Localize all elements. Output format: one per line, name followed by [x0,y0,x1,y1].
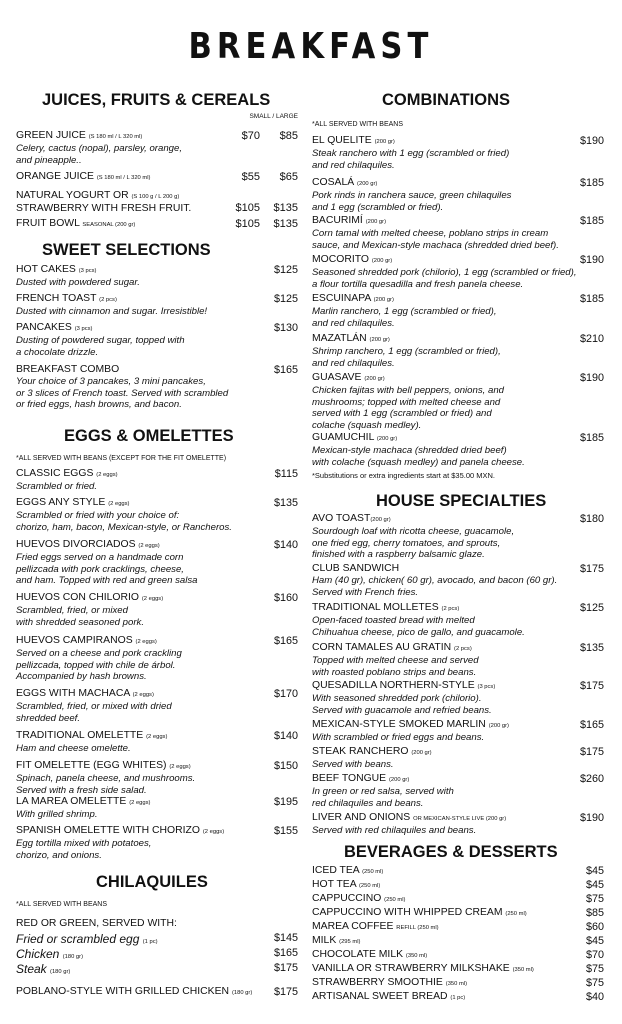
beverage-item: ICED TEA (250 ml) $45 [312,865,604,877]
price: $85 [585,907,604,919]
price: $175 [273,986,298,998]
price: $170 [273,688,298,700]
price: $40 [585,991,604,1003]
price: $125 [273,264,298,276]
item-desc: Celery, cactus (nopal), parsley, orange, and pineapple.. [16,143,183,166]
substitutions-note: *Substitutions or extra ingredients start at $35.00 MXN. [312,471,496,480]
juices-heading: JUICES, FRUITS & CEREALS [42,91,271,109]
menu-item-beef-tongue: BEEF TONGUE (200 gr) In green or red salsa, served with red chilaquiles and beans. $260 [312,773,604,809]
menu-item-smoked-marlin: MEXICAN-STYLE SMOKED MARLIN (200 gr) With scrambled or fried eggs and beans. $165 [312,719,604,743]
combinations-heading: COMBINATIONS [382,91,511,109]
beverage-item: CHOCOLATE MILK (350 ml) $70 [312,949,604,961]
menu-item-huevos-campiranos: HUEVOS CAMPIRANOS (2 eggs) Served on a cheese and pork crackling pellizcada, topped with chile de árbol. Accompanied by hash browns. $165 [16,635,298,682]
menu-item-guamuchil: GUAMUCHIL (200 gr) Mexican-style machaca (shredded dried beef) with colache (squash medley) and panela cheese. $185 [312,432,604,468]
menu-item-escuinapa: ESCUINAPA (200 gr) Marlin ranchero, 1 egg (scrambled or fried), and red chilaquiles. $185 [312,293,604,329]
beverage-item: MILK (295 ml) $45 [312,935,604,947]
price-large: $65 [279,171,298,183]
price: $75 [585,963,604,975]
menu-item-molletes: TRADITIONAL MOLLETES (2 pcs) Open-faced toasted bread with melted Chihuahua cheese, pico de gallo, and guacamole. $125 [312,602,604,638]
price-small: $105 [235,218,260,230]
menu-item-guasave: GUASAVE (200 gr) Chicken fajitas with bell peppers, onions, and mushrooms; topped with melted cheese and served with 1 egg (scrambled or fried) and colache (squash medley). $190 [312,372,604,431]
price: $190 [579,254,604,266]
menu-item-yogurt: NATURAL YOGURT OR (S 100 g / L 200 g) STRAWBERRY WITH FRESH FRUIT. $105 $135 [16,190,298,214]
price: $75 [585,893,604,905]
chilaquiles-note: *ALL SERVED WITH BEANS [16,901,108,908]
beverage-item: CAPPUCCINO (250 ml) $75 [312,893,604,905]
price: $190 [579,372,604,384]
price: $185 [579,432,604,444]
price: $45 [585,879,604,891]
price: $155 [273,825,298,837]
beverage-item: MAREA COFFEE REFILL (250 ml) $60 [312,921,604,933]
menu-item-bacurimi: BACURIMÍ (200 gr) Corn tamal with melted cheese, poblano strips in cream sauce, and Mexican-style machaca (shredded dried beef). $185 [312,215,604,251]
menu-item-poblano-chilaquiles: POBLANO-STYLE WITH GRILLED CHICKEN (180 gr) $175 [16,986,298,998]
chilaquiles-heading: CHILAQUILES [96,873,208,891]
menu-item-eggs-any-style: EGGS ANY STYLE (2 eggs) Scrambled or fried with your choice of: chorizo, ham, bacon, Mexican-style, or Rancheros. $135 [16,497,298,533]
price-large: $135 [273,202,298,214]
beverage-item: CAPPUCCINO WITH WHIPPED CREAM (250 ml) $85 [312,907,604,919]
menu-item-huevos-divorciados: HUEVOS DIVORCIADOS (2 eggs) Fried eggs served on a handmade corn pellizcada with pork cracklings, cheese, and ham. Topped with red and green salsa $140 [16,539,298,586]
house-heading: HOUSE SPECIALTIES [376,492,547,510]
menu-item-mazatlan: MAZATLÁN (200 gr) Shrimp ranchero, 1 egg (scrambled or fried), and red chilaquiles. $210 [312,333,604,369]
price-small: $55 [241,171,260,183]
menu-item-breakfast-combo: BREAKFAST COMBO Your choice of 3 pancakes, 3 mini pancakes, or 3 slices of French toast. Served with scrambled or fried eggs, hash browns, and bacon. $165 [16,364,298,410]
menu-item-la-marea-omelette: LA MAREA OMELETTE (2 eggs) With grilled shrimp. $195 [16,796,298,820]
price-small: $105 [235,202,260,214]
price: $150 [273,760,298,772]
price: $160 [273,592,298,604]
menu-item-mocorito: MOCORITO (200 gr) Seasoned shredded pork (chilorio), 1 egg (scrambled or fried), a flour tortilla quesadilla and fresh panela cheese. $190 [312,254,604,290]
menu-item-orange-juice: ORANGE JUICE (S 180 ml / L 320 ml) $55 $65 [16,171,298,183]
menu-item-eggs-machaca: EGGS WITH MACHACA (2 eggs) Scrambled, fried, or mixed with dried shredded beef. $170 [16,688,298,724]
size-header: SMALL / LARGE [249,113,298,120]
menu-item-avo-toast: AVO TOAST(200 gr) Sourdough loaf with ricotta cheese, guacamole, one fried egg, cherry tomatoes, and sprouts, finished with a raspberry balsamic glaze. $180 [312,513,604,560]
menu-title: BREAKFAST [188,26,434,67]
beverage-item: HOT TEA (250 ml) $45 [312,879,604,891]
beverage-item: VANILLA OR STRAWBERRY MILKSHAKE (350 ml) $75 [312,963,604,975]
menu-item-corn-tamales: CORN TAMALES AU GRATIN (2 pcs) Topped with melted cheese and served with roasted poblano strips and beans. $135 [312,642,604,678]
price: $125 [579,602,604,614]
menu-item-liver-onions: LIVER AND ONIONS OR MEXICAN-STYLE LIVE (200 gr) Served with red chilaquiles and beans. $190 [312,812,604,836]
price: $210 [579,333,604,345]
price: $185 [579,215,604,227]
menu-item-cosala: COSALÁ (200 gr) Pork rinds in ranchera sauce, green chilaquiles and 1 egg (scrambled or fried). $185 [312,177,604,213]
price: $145 [273,932,298,944]
price: $175 [579,680,604,692]
eggs-heading: EGGS & OMELETTES [64,427,234,445]
menu-item-french-toast: FRENCH TOAST (2 pcs) Dusted with cinnamon and sugar. Irresistible! $125 [16,293,298,317]
combinations-note: *ALL SERVED WITH BEANS [312,121,404,128]
chilaquiles-subheading: RED OR GREEN, SERVED WITH: [16,918,177,929]
price: $45 [585,935,604,947]
beverage-item: STRAWBERRY SMOOTHIE (350 ml) $75 [312,977,604,989]
price: $45 [585,865,604,877]
menu-item-green-juice [16,130,298,166]
price-small: $70 [241,130,260,142]
sweet-heading: SWEET SELECTIONS [42,241,211,259]
price: $195 [273,796,298,808]
chilaquiles-option-steak: Steak (180 gr) $175 [16,962,298,976]
price: $70 [585,949,604,961]
eggs-note: *ALL SERVED WITH BEANS (EXCEPT FOR THE FIT OMELETTE) [16,455,227,462]
price: $115 [274,468,298,480]
menu-item-el-quelite: EL QUELITE (200 gr) Steak ranchero with 1 egg (scrambled or fried) and red chilaquiles. $190 [312,135,604,171]
price: $165 [273,364,298,376]
beverages-heading: BEVERAGES & DESSERTS [344,843,558,861]
chilaquiles-option-chicken: Chicken (180 gr) $165 [16,947,298,961]
chilaquiles-option-egg: Fried or scrambled egg (1 pc) $145 [16,932,298,946]
price: $165 [579,719,604,731]
price: $75 [585,977,604,989]
price: $130 [273,322,298,334]
price-large: $85 [279,130,298,142]
price: $135 [273,497,298,509]
menu-item-spanish-omelette: SPANISH OMELETTE WITH CHORIZO (2 eggs) Egg tortilla mixed with potatoes, chorizo, and onions. $155 [16,825,298,861]
price: $60 [585,921,604,933]
price: $190 [579,135,604,147]
item-name: GREEN JUICE (S 180 ml / L 320 ml) [16,130,143,141]
price: $135 [579,642,604,654]
price: $140 [273,730,298,742]
menu-item-pancakes: PANCAKES (3 pcs) Dusting of powdered sugar, topped with a chocolate drizzle. $130 [16,322,298,358]
price: $175 [579,746,604,758]
price: $190 [579,812,604,824]
price: $185 [579,293,604,305]
price: $175 [273,962,298,974]
price: $175 [579,563,604,575]
price: $165 [273,635,298,647]
price: $180 [579,513,604,525]
beverage-item: ARTISANAL SWEET BREAD (1 pc) $40 [312,991,604,1003]
menu-item-huevos-chilorio: HUEVOS CON CHILORIO (2 eggs) Scrambled, fried, or mixed with shredded seasoned pork. $160 [16,592,298,628]
price: $185 [579,177,604,189]
menu-item-hot-cakes: HOT CAKES (3 pcs) Dusted with powdered sugar. $125 [16,264,298,288]
price: $165 [273,947,298,959]
menu-item-fit-omelette: FIT OMELETTE (EGG WHITES) (2 eggs) Spinach, panela cheese, and mushrooms. Served with a fresh side salad. $150 [16,760,298,796]
price-large: $135 [273,218,298,230]
menu-item-club-sandwich: CLUB SANDWICH Ham (40 gr), chicken( 60 gr), avocado, and bacon (60 gr). Served with French fries. $175 [312,563,604,598]
price: $260 [579,773,604,785]
price: $140 [273,539,298,551]
menu-item-fruit-bowl: FRUIT BOWL SEASONAL (200 gr) $105 $135 [16,218,298,230]
menu-item-traditional-omelette: TRADITIONAL OMELETTE (2 eggs) Ham and cheese omelette. $140 [16,730,298,754]
price: $125 [273,293,298,305]
menu-item-quesadilla: QUESADILLA NORTHERN-STYLE (3 pcs) With seasoned shredded pork (chilorio). Served with guacamole and refried beans. $175 [312,680,604,716]
menu-item-steak-ranchero: STEAK RANCHERO (200 gr) Served with beans. $175 [312,746,604,770]
menu-item-classic-eggs: CLASSIC EGGS (2 eggs) Scrambled or fried. $115 [16,468,298,492]
